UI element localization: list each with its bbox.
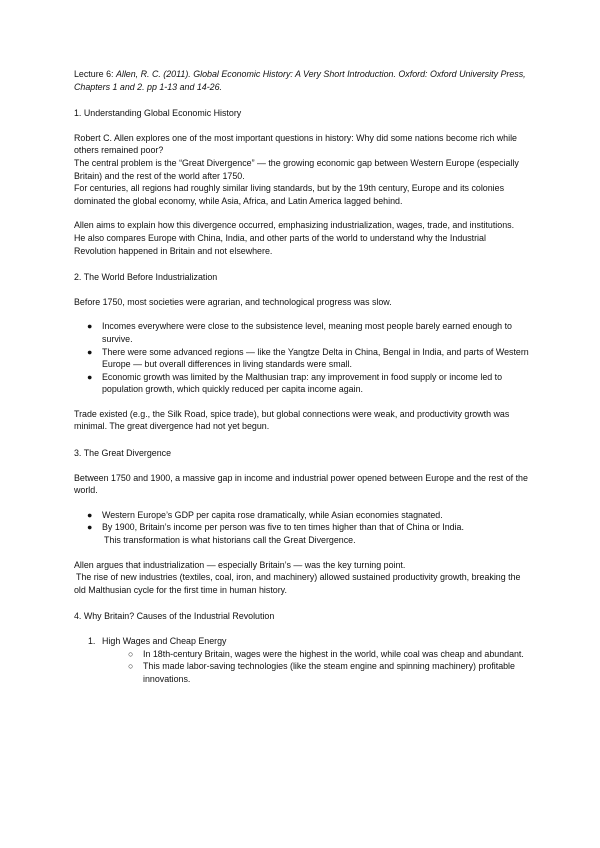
- section-1-heading: 1. Understanding Global Economic History: [74, 108, 242, 119]
- list-item-text: By 1900, Britain’s income per person was five to ten times higher than that of China or India.: [102, 522, 464, 533]
- citation-prefix: Lecture 6:: [74, 69, 116, 79]
- section-1-paragraph: For centuries, all regions had roughly similar living standards, but by the 19th century, Europe and its colonies dominated the global economy, while Asia, Africa, and Latin America lagged behind.: [74, 183, 505, 206]
- section-3-bullet-continuation: This transformation is what historians call the Great Divergence.: [104, 535, 356, 546]
- sub-list-item-text: This made labor-saving technologies (like the steam engine and spinning machinery) profitable innovations.: [143, 661, 515, 684]
- section-2-outro: Trade existed (e.g., the Silk Road, spice trade), but global connections were weak, and productivity growth was minimal. The great divergence had not yet begun.: [74, 408, 510, 432]
- section-1-paragraph: Allen aims to explain how this divergence occurred, emphasizing industrialization, wages, trade, and institutions.: [74, 220, 515, 231]
- section-1-paragraph: He also compares Europe with China, India, and other parts of the world to understand why the Industrial Revolution happened in Britain and not elsewhere.: [74, 232, 486, 256]
- list-item-text: There were some advanced regions — like the Yangtze Delta in China, Bengal in India, and parts of Western Europe — but overall differences in living standards were small.: [102, 346, 529, 370]
- citation-text: Allen, R. C. (2011). Global Economic History: A Very Short Introduction. Oxford: Oxford University Press, Chapters 1 and 2. pp 1-13 and 14-26.: [74, 69, 526, 92]
- list-item-text: Western Europe’s GDP per capita rose dramatically, while Asian economies stagnated.: [102, 509, 443, 520]
- section-3-bullet-list: [74, 509, 530, 534]
- bullet-icon: ●: [87, 522, 93, 533]
- bullet-icon: ●: [87, 371, 93, 382]
- section-4-heading: 4. Why Britain? Causes of the Industrial Revolution: [74, 611, 275, 622]
- bullet-icon: ●: [87, 509, 93, 520]
- section-2-bullet-list: [74, 320, 530, 396]
- item-title: High Wages and Cheap Energy: [102, 636, 227, 646]
- section-4-numbered-list: [74, 635, 530, 685]
- circle-bullet-icon: ○: [128, 661, 134, 672]
- list-item-text: Economic growth was limited by the Malthusian trap: any improvement in food supply or income led to population growth, which quickly reduced per capita income again.: [102, 371, 503, 395]
- list-item: [87, 346, 530, 371]
- section-2-intro: Before 1750, most societies were agrarian, and technological progress was slow.: [74, 296, 392, 307]
- sub-list-item: [128, 660, 530, 685]
- sub-list: [102, 648, 530, 686]
- item-number: 1.: [88, 636, 96, 646]
- list-item: [87, 320, 530, 345]
- list-item-text: Incomes everywhere were close to the subsistence level, meaning most people barely earned enough to survive.: [102, 321, 512, 344]
- numbered-item: [88, 635, 530, 685]
- list-item: [87, 521, 530, 534]
- lecture-citation: [74, 68, 530, 93]
- section-3-intro: Between 1750 and 1900, a massive gap in income and industrial power opened between Europe and the rest of the world.: [74, 472, 528, 496]
- circle-bullet-icon: ○: [128, 648, 134, 659]
- section-1-paragraph: The central problem is the “Great Divergence” — the growing economic gap between Western Europe (especially Britain) and the rest of the world after 1750.: [74, 157, 519, 181]
- bullet-icon: ●: [87, 321, 93, 332]
- list-item: [87, 371, 530, 396]
- document-page: [74, 68, 530, 685]
- bullet-icon: ●: [87, 346, 93, 357]
- sub-list-item-text: In 18th-century Britain, wages were the highest in the world, while coal was cheap and abundant.: [143, 648, 524, 659]
- section-1-paragraph: Robert C. Allen explores one of the most important questions in history: Why did some nations become rich while others remained poor?: [74, 132, 517, 156]
- section-3-paragraph: Allen argues that industrialization — especially Britain’s — was the key turning point.: [74, 559, 406, 570]
- section-3-heading: 3. The Great Divergence: [74, 448, 172, 459]
- sub-list-item: [128, 648, 530, 661]
- section-3-paragraph: The rise of new industries (textiles, coal, iron, and machinery) allowed sustained productivity growth, breaking the old Malthusian cycle for the first time in human history.: [74, 572, 521, 595]
- section-2-heading: 2. The World Before Industrialization: [74, 272, 218, 283]
- list-item: [87, 509, 530, 522]
